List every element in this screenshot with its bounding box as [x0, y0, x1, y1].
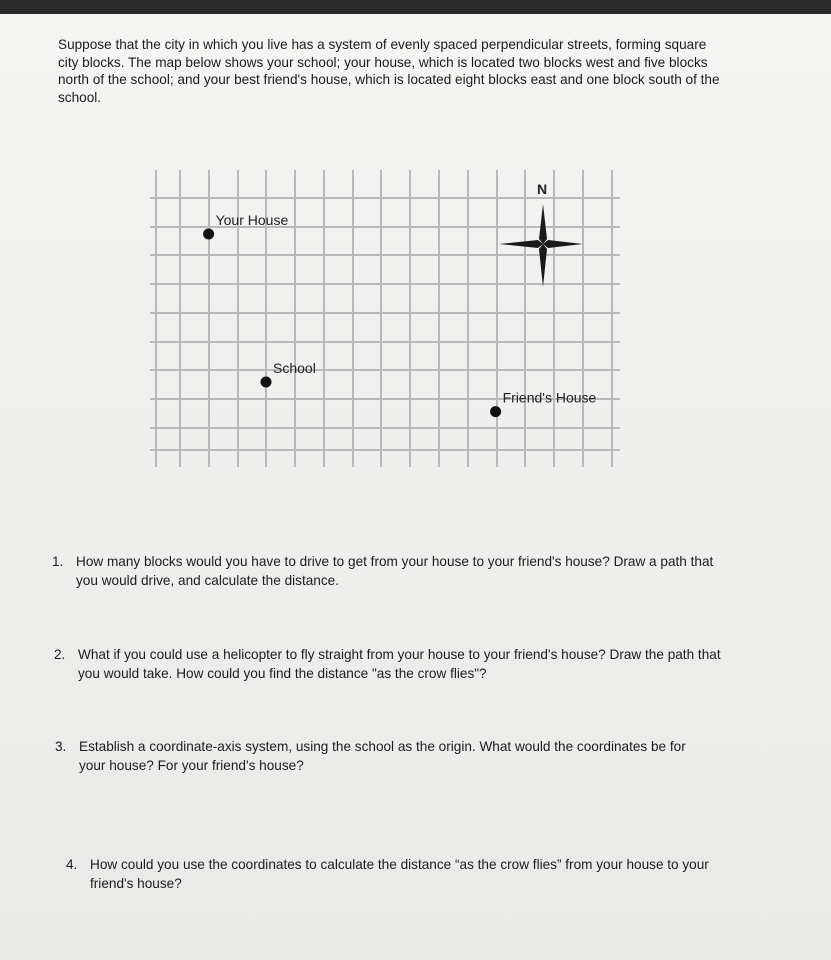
intro-paragraph: Suppose that the city in which you live has a system of evenly spaced perpendicular streets, forming square city blocks. The map below shows your school; your house, which is located two blocks west and five blocks north of the school; and your best friend's house, which is located eight blocks east and one block south of the school.: [58, 37, 720, 105]
question-3: [55, 737, 699, 775]
compass-rose-icon: [499, 204, 583, 287]
question-text: What if you could use a helicopter to fly straight from your house to your friend's house? Draw the path that you would take. How could you find the distance "as the crow flies"?: [78, 647, 721, 681]
question-list: [0, 14, 831, 960]
question-4: [66, 855, 750, 893]
worksheet-page: [0, 14, 831, 960]
location-label: Friend's House: [502, 389, 597, 406]
question-number: 1.: [52, 554, 64, 569]
location-dot: [261, 377, 272, 388]
location-dot: [203, 229, 214, 240]
city-grid: [150, 164, 620, 469]
question-1: [52, 552, 716, 590]
question-text: Establish a coordinate-axis system, using the school as the origin. What would the coordinates be for your house? For your friend's house?: [79, 739, 686, 773]
question-text: How many blocks would you have to drive to get from your house to your friend's house? Draw a path that you would drive, and calculate the distance.: [76, 554, 714, 588]
question-number: 4.: [66, 857, 78, 872]
location-label: School: [273, 360, 316, 376]
question-number: 3.: [55, 739, 67, 754]
question-number: 2.: [54, 647, 66, 662]
city-map: [150, 164, 620, 469]
location-dot: [490, 406, 501, 417]
question-text: How could you use the coordinates to calculate the distance “as the crow flies” from your house to your friend's house?: [90, 857, 709, 891]
question-2: [54, 645, 738, 683]
compass-north-label: N: [537, 181, 548, 197]
location-label: Your House: [215, 212, 289, 228]
